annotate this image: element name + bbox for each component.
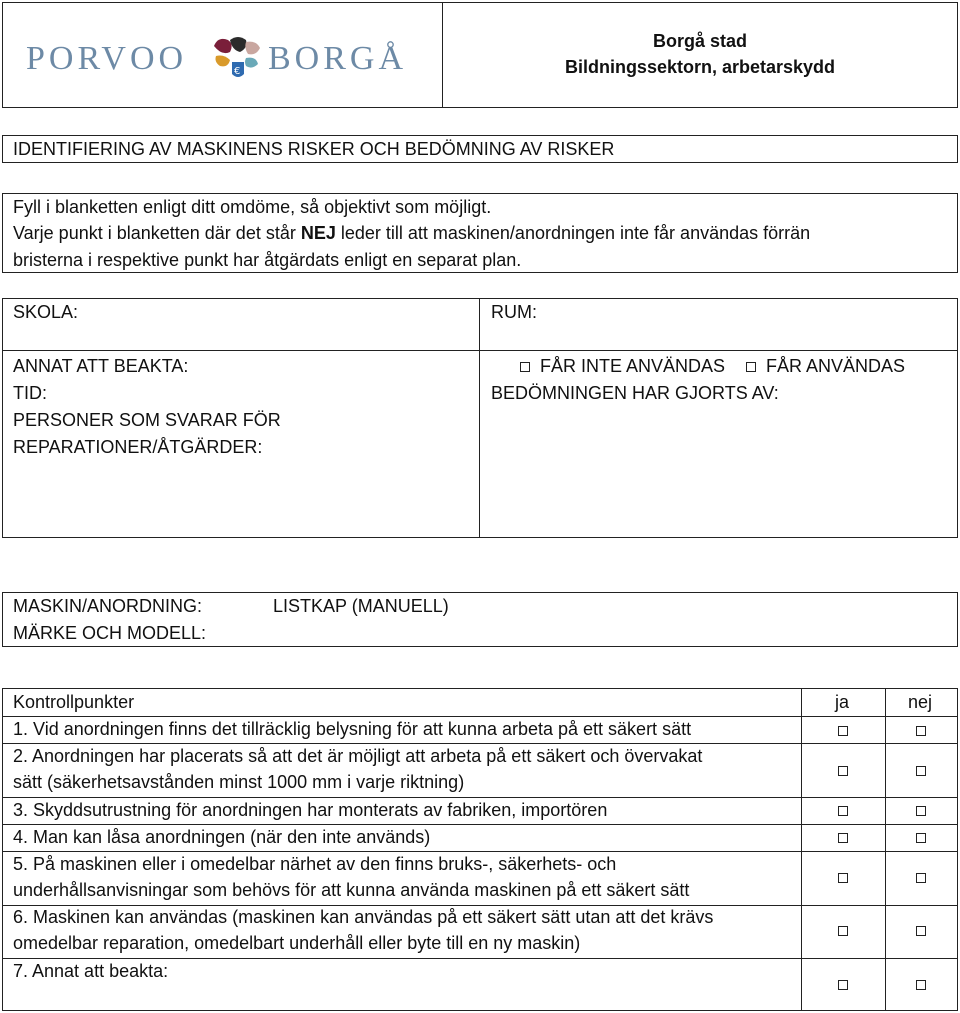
logo-emblem-icon (208, 34, 268, 84)
checklist-item-4: 4. Man kan låsa anordningen (när den inte används) (13, 827, 431, 847)
checklist-item-5-line-1: 5. På maskinen eller i omedelbar närhet av den finns bruks-, säkerhets- och (13, 854, 617, 874)
checklist-item-2-line-2: sätt (säkerhetsavstånden minst 1000 mm i varje riktning) (13, 772, 465, 792)
row-line (2, 851, 958, 852)
item-3-nej-checkbox[interactable] (916, 806, 926, 816)
row-line (2, 958, 958, 959)
machine-value: LISTKAP (MANUELL) (273, 596, 449, 616)
far-inte-anvandas-label: FÅR INTE ANVÄNDAS (540, 356, 726, 376)
personer-label-2: REPARATIONER/ÅTGÄRDER: (13, 437, 263, 457)
checklist-item-3: 3. Skyddsutrustning för anordningen har monterats av fabriken, importören (13, 800, 608, 820)
item-4-nej-checkbox[interactable] (916, 833, 926, 843)
logo-text-right: BORGÅ (268, 40, 408, 77)
far-inte-anvandas-checkbox[interactable] (520, 362, 530, 372)
item-3-ja-checkbox[interactable] (838, 806, 848, 816)
skola-label: SKOLA: (13, 302, 79, 322)
item-7-ja-checkbox[interactable] (838, 980, 848, 990)
logo-text-left: PORVOO (26, 40, 188, 77)
item-1-nej-checkbox[interactable] (916, 726, 926, 736)
item-4-ja-checkbox[interactable] (838, 833, 848, 843)
instruction-line-2 (13, 223, 810, 244)
row-line (2, 797, 958, 798)
checklist-item-5-line-2: underhållsanvisningar som behövs för att kunna använda maskinen på ett säkert sätt (13, 880, 690, 900)
header-divider (442, 2, 443, 108)
far-anvandas-checkbox[interactable] (746, 362, 756, 372)
checklist-item-6-line-2: omedelbar reparation, omedelbart underhåll eller byte till en ny maskin) (13, 933, 581, 953)
instruction-line-2-end: leder till att maskinen/anordningen inte får användas förrän (335, 223, 811, 243)
instruction-line-3: bristerna i respektive punkt har åtgärdats enligt en separat plan. (13, 250, 522, 270)
machine-label: MASKIN/ANORDNING: (13, 596, 203, 616)
row-line (2, 716, 958, 717)
item-6-ja-checkbox[interactable] (838, 926, 848, 936)
row-line (2, 905, 958, 906)
item-5-ja-checkbox[interactable] (838, 873, 848, 883)
instruction-nej: NEJ (300, 223, 336, 243)
item-1-ja-checkbox[interactable] (838, 726, 848, 736)
ja-header: ja (835, 692, 850, 712)
checklist-item-7: 7. Annat att beakta: (13, 961, 169, 981)
form-title: IDENTIFIERING AV MASKINENS RISKER OCH BEDÖMNING AV RISKER (13, 139, 615, 159)
tid-label: TID: (13, 383, 47, 403)
porvoo-borga-logo (24, 34, 424, 84)
item-5-nej-checkbox[interactable] (916, 873, 926, 883)
annat-label: ANNAT ATT BEAKTA: (13, 356, 189, 376)
info-divider (479, 298, 480, 538)
org-name: Borgå stad (652, 31, 748, 51)
org-unit: Bildningssektorn, arbetarskydd (564, 57, 836, 77)
checklist-col-nej (885, 688, 886, 1011)
svg-text:€: € (234, 66, 241, 77)
checklist-col-ja (801, 688, 802, 1011)
row-line (2, 743, 958, 744)
instruction-line-1: Fyll i blanketten enligt ditt omdöme, så objektivt som möjligt. (13, 197, 492, 217)
personer-label-1: PERSONER SOM SVARAR FÖR (13, 410, 281, 430)
item-2-ja-checkbox[interactable] (838, 766, 848, 776)
checklist-item-1: 1. Vid anordningen finns det tillräcklig belysning för att kunna arbeta på ett säkert sätt (13, 719, 692, 739)
checklist-item-2-line-1: 2. Anordningen har placerats så att det är möjligt att arbeta på ett säkert och övervakat (13, 746, 703, 766)
far-anvandas-label: FÅR ANVÄNDAS (766, 356, 906, 376)
checklist-header: Kontrollpunkter (13, 692, 135, 712)
far-inte-anvandas-option[interactable] (520, 356, 725, 377)
instruction-line-2-start: Varje punkt i blanketten där det står (13, 223, 301, 243)
brand-label: MÄRKE OCH MODELL: (13, 623, 207, 643)
row-line (2, 824, 958, 825)
rum-label: RUM: (491, 302, 537, 322)
checklist-item-6-line-1: 6. Maskinen kan användas (maskinen kan användas på ett säkert sätt utan att det krävs (13, 907, 714, 927)
item-6-nej-checkbox[interactable] (916, 926, 926, 936)
bedomning-label: BEDÖMNINGEN HAR GJORTS AV: (491, 383, 779, 403)
far-anvandas-option[interactable] (746, 356, 905, 377)
item-2-nej-checkbox[interactable] (916, 766, 926, 776)
item-7-nej-checkbox[interactable] (916, 980, 926, 990)
info-row-divider (2, 350, 958, 351)
nej-header: nej (908, 692, 933, 712)
